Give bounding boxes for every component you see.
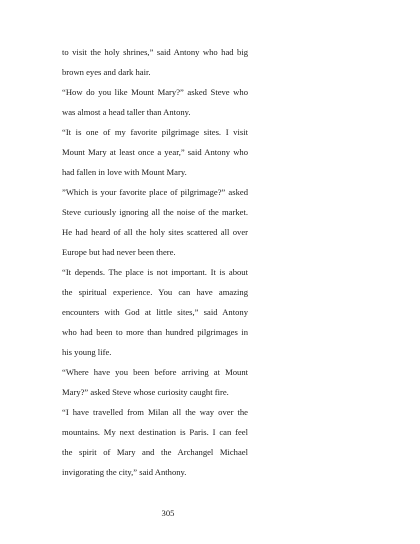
body-text [62,42,248,482]
text-line: to visit the holy shrines,” said Antony who had big [62,47,248,57]
text-line: Steve curiously ignoring all the noise of the market. [62,207,248,217]
text-line: had fallen in love with Mount Mary. [62,167,187,177]
text-line: the spirit of Mary and the Archangel Michael [62,447,248,457]
text-line: ”Which is your favorite place of pilgrimage?” asked [62,187,248,197]
text-line: Mount Mary at least once a year,” said Antony who [62,147,248,157]
text-line: invigorating the city,” said Anthony. [62,467,187,477]
text-line: was almost a head taller than Antony. [62,107,191,117]
page-number: 305 [161,508,175,518]
text-line: “Where have you been before arriving at Mount [62,367,248,377]
text-line: He had heard of all the holy sites scattered all over [62,227,248,237]
text-line: who had been to more than hundred pilgrimages in [62,327,248,337]
text-line: mountains. My next destination is Paris. I can feel [62,427,248,437]
text-line: Europe but had never been there. [62,247,176,257]
text-line: “I have travelled from Milan all the way over the [62,407,248,417]
text-line: the spiritual experience. You can have amazing [62,287,248,297]
text-line: brown eyes and dark hair. [62,67,151,77]
text-line: “How do you like Mount Mary?” asked Steve who [62,87,248,97]
text-line: Mary?” asked Steve whose curiosity caught fire. [62,387,229,397]
text-line: his young life. [62,347,112,357]
text-line: encounters with God at little sites,” said Antony [62,307,248,317]
text-line: “It depends. The place is not important. It is about [62,267,248,277]
text-line: “It is one of my favorite pilgrimage sites. I visit [62,127,248,137]
